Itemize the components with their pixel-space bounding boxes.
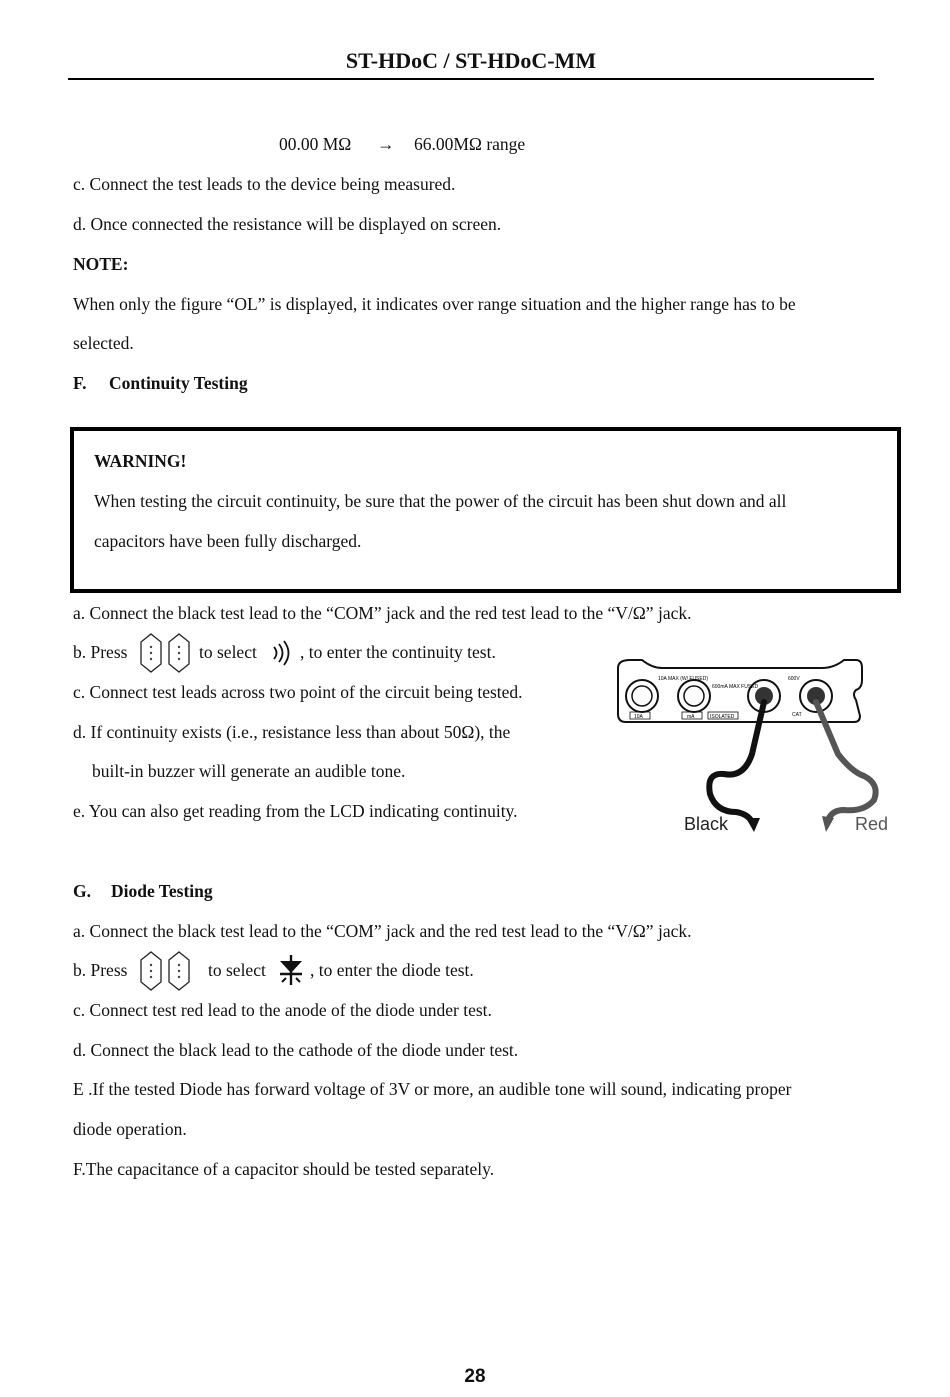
continuity-step-d-2: built-in buzzer will generate an audible tone. — [92, 761, 406, 781]
diode-step-a: a. Connect the black test lead to the “COM” jack and the red test lead to the “V/Ω” jack. — [73, 921, 692, 941]
jack4-label: CAT — [792, 712, 802, 718]
range-to: 66.00MΩ range — [414, 134, 526, 154]
continuity-step-e: e. You can also get reading from the LCD indicating continuity. — [73, 801, 518, 821]
warning-title: WARNING! — [94, 451, 187, 471]
black-lead-label: Black — [684, 814, 729, 834]
foot-label-isolated: ISOLATED — [710, 714, 735, 720]
continuity-step-b-mid: to select — [199, 642, 257, 662]
jack3-label: 600V — [788, 676, 800, 682]
foot-label-ma: mA — [687, 714, 695, 720]
diode-step-b-mid: to select — [208, 960, 266, 980]
continuity-step-d-1: d. If continuity exists (i.e., resistance less than about 50Ω), the — [73, 722, 511, 742]
diode-step-f: F.The capacitance of a capacitor should be tested separately. — [73, 1159, 495, 1179]
diode-step-b-prefix: b. Press — [73, 960, 128, 980]
continuity-step-a: a. Connect the black test lead to the “COM” jack and the red test lead to the “V/Ω” jack. — [73, 603, 692, 623]
diode-step-e-1: E .If the tested Diode has forward voltage of 3V or more, an audible tone will sound, indicating proper — [73, 1079, 792, 1099]
header-rule — [68, 78, 874, 80]
resistance-step-d: d. Once connected the resistance will be displayed on screen. — [73, 214, 502, 234]
test-leads-figure — [612, 654, 892, 844]
warning-line-2: capacitors have been fully discharged. — [94, 531, 362, 551]
note-label: NOTE: — [73, 254, 129, 274]
continuity-step-c: c. Connect test leads across two point of the circuit being tested. — [73, 682, 523, 702]
red-lead-label: Red — [855, 814, 889, 834]
range-arrow: → — [377, 134, 395, 154]
jack1-label: 10A MAX (W/ FUSED) — [658, 676, 709, 682]
diode-heading: Diode Testing — [111, 881, 213, 901]
diode-step-d: d. Connect the black lead to the cathode of the diode under test. — [73, 1040, 519, 1060]
range-from: 00.00 MΩ — [279, 134, 352, 154]
continuity-heading: Continuity Testing — [109, 373, 248, 393]
page-number: 28 — [464, 1366, 486, 1387]
select-buttons-icon — [137, 632, 195, 674]
diode-symbol-icon — [278, 955, 304, 985]
jack2-label: 600mA MAX FUSED — [712, 684, 759, 690]
note-line-2: selected. — [73, 333, 134, 353]
note-line-1: When only the figure “OL” is displayed, it indicates over range situation and the higher range has to be — [73, 294, 796, 314]
continuity-beeper-icon — [270, 640, 292, 666]
diode-step-b-suffix: , to enter the diode test. — [310, 960, 474, 980]
select-buttons-icon — [137, 950, 195, 992]
warning-line-1: When testing the circuit continuity, be sure that the power of the circuit has been shut down and all — [94, 491, 787, 511]
continuity-step-b-prefix: b. Press — [73, 642, 128, 662]
diode-heading-letter: G. — [73, 881, 91, 901]
foot-label-10a: 10A — [634, 714, 643, 720]
continuity-heading-letter: F. — [73, 373, 87, 393]
meter-jacks-illustration — [612, 654, 892, 839]
diode-step-c: c. Connect test red lead to the anode of the diode under test. — [73, 1000, 492, 1020]
continuity-step-b-suffix: , to enter the continuity test. — [300, 642, 496, 662]
resistance-step-c: c. Connect the test leads to the device being measured. — [73, 174, 456, 194]
diode-step-e-2: diode operation. — [73, 1119, 187, 1139]
page-header-title: ST-HDoC / ST-HDoC-MM — [345, 48, 597, 73]
